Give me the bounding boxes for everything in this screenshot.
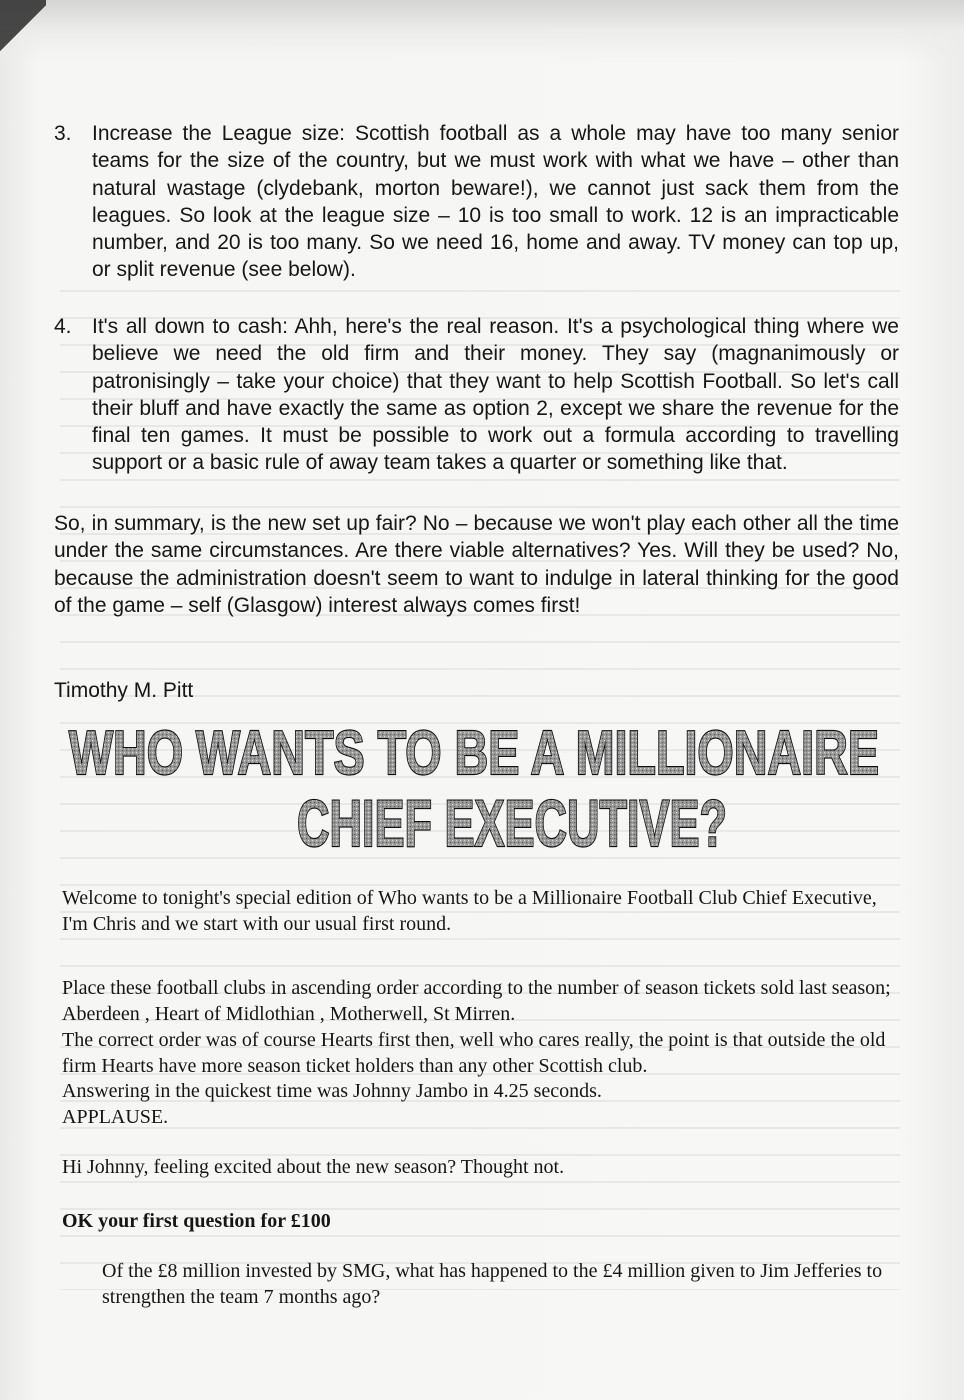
- list-item-4: [54, 313, 899, 477]
- quiz-greeting: Hi Johnny, feeling excited about the new season? Thought not.: [62, 1156, 565, 1178]
- banner-title-line2: CHIEF EXECUTIVE?: [297, 786, 727, 860]
- banner-title-line1: WHO WANTS TO BE A MILLIONAIRE: [69, 719, 879, 788]
- quiz-winner: Answering in the quickest time was Johnny Jambo in 4.25 seconds.: [62, 1080, 602, 1102]
- quiz-first-round: Place these football clubs in ascending order according to the number of season tickets sold last season; Aberdeen , Heart of Midlothian , Motherwell, St Mirren.: [62, 977, 891, 1025]
- scan-corner-mark: [0, 0, 46, 56]
- list-item-number: 4.: [54, 315, 72, 338]
- quiz-question: Of the £8 million invested by SMG, what has happened to the £4 million given to Jim Jefferies to strengthen the team 7 months ago?: [102, 1260, 883, 1308]
- page-top-shadow: [0, 0, 964, 62]
- list-item-text: Increase the League size: Scottish football as a whole may have too many senior teams for the size of the country, but we must work with what we have – other than natural wastage (clydebank, morton beware!), we cannot just sack them from the leagues. So look at the league size – 10 is too small to work. 12 is an impracticable number, and 20 is too many. So we need 16, home and away. TV money can top up, or split revenue (see below).: [92, 122, 899, 282]
- quiz-answer: The correct order was of course Hearts first then, well who cares really, the point is that outside the old firm Hearts have more season ticket holders than any other Scottish club.: [62, 1029, 886, 1077]
- millionaire-banner: [50, 694, 898, 874]
- list-item-text: It's all down to cash: Ahh, here's the real reason. It's a psychological thing where we believe we need the old firm and their money. They say (magnanimously or patronisingly – take your choice) that they want to help Scottish Football. So let's call their bluff and have exactly the same as option 2, except we share the revenue for the final ten games. It must be possible to work out a formula according to travelling support or a basic rule of away team takes a quarter or something like that.: [92, 315, 899, 475]
- quiz-applause: APPLAUSE.: [62, 1106, 169, 1128]
- author-name: Timothy M. Pitt: [54, 679, 194, 702]
- list-item-3: [54, 120, 899, 284]
- quiz-intro: Welcome to tonight's special edition of Who wants to be a Millionaire Football Club Chief Executive, I'm Chris and we start with our usual first round.: [62, 887, 877, 935]
- question-heading: OK your first question for £100: [62, 1210, 331, 1232]
- list-item-number: 3.: [54, 122, 72, 145]
- summary-paragraph: So, in summary, is the new set up fair? No – because we won't play each other all the time under the same circumstances. Are there viable alternatives? Yes. Will they be used? No, because the administration doesn't seem to want to indulge in lateral thinking for the good of the game – self (Glasgow) interest always comes first!: [54, 512, 899, 617]
